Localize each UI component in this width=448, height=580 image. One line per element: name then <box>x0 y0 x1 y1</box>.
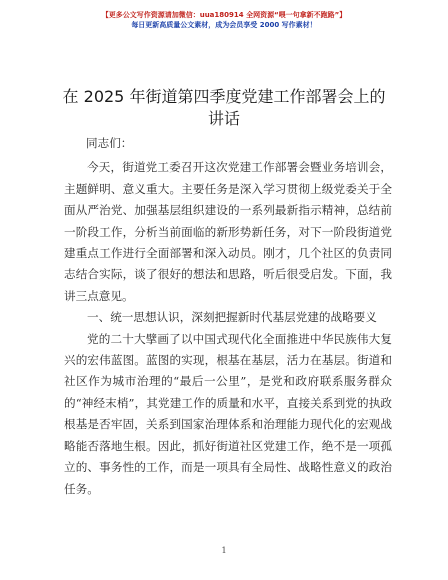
promo-banner-line-2: 每日更新高质量公文素材，成为会员享受 2000 写作素材！ <box>131 21 317 29</box>
promo-banner-line-1: 【更多公文写作资源请加微信：uua180914 全网资源“喂一句拿新不跑路”】 <box>101 11 347 19</box>
section-heading-1: 一、统一思想认识，深刻把握新时代基层党建的战略要义 <box>87 310 377 325</box>
page-number: 1 <box>221 546 227 555</box>
salutation: 同志们： <box>86 136 133 150</box>
document-body <box>64 133 392 500</box>
document-title: 在 2025 年街道第四季度党建工作部署会上的讲话 <box>62 87 386 128</box>
promo-banner <box>0 10 448 30</box>
paragraph-section-1: 党的二十大擘画了以中国式现代化全面推进中华民族伟大复兴的宏伟蓝图。蓝图的实现，根基在基层，活力在基层。街道和社区作为城市治理的“最后一公里”，是党和政府联系服务群众的“神经末梢”，其党建工作的质量和水平，直接关系到党的执政根基是否牢固，关系到国家治理体系和治理能力现代化的宏观战略能否落地生根。因此，抓好街道社区党建工作，绝不是一项孤立的、事务性的工作，而是一项具有全局性、战略性意义的政治任务。 <box>64 331 392 496</box>
paragraph-intro: 今天，街道党工委召开这次党建工作部署会暨业务培训会，主题鲜明、意义重大。主要任务是深入学习贯彻上级党委关于全面从严治党、加强基层组织建设的一系列最新指示精神，总结前一阶段工作，分析当前面临的新形势新任务，对下一阶段街道党建重点工作进行全面部署和深入动员。刚才，几个社区的负责同志结合实际，谈了很好的想法和思路，听后很受启发。下面，我讲三点意见。 <box>64 160 392 303</box>
